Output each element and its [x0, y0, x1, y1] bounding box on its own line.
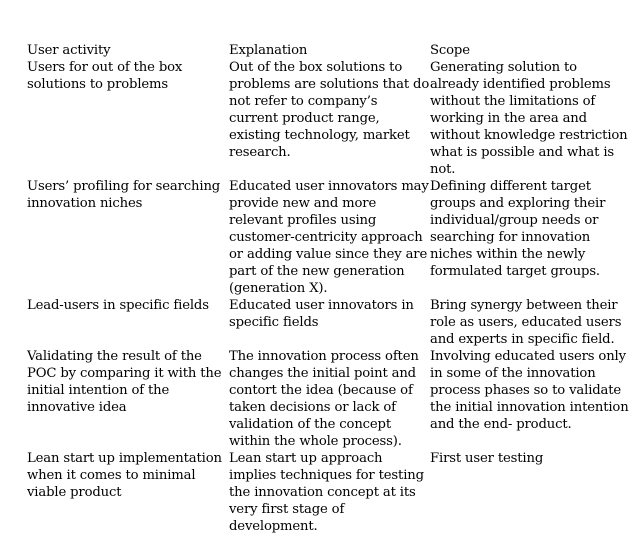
cell-user-activity: Lead-users in specific fields: [27, 298, 209, 313]
cell-explanation: Out of the box solutions to problems are solutions that do not refer to company’s current product range, existing technology, market research.: [229, 60, 430, 160]
cell-scope: Generating solution to already identified problems without the limitations of working in the area and without knowledge restriction what is possible and what is not.: [430, 60, 628, 177]
cell-scope: Involving educated users only in some of the innovation process phases so to validate the initial innovation intention and the end- product.: [430, 349, 629, 432]
cell-explanation: Educated user innovators may provide new and more relevant profiles using customer-centricity approach or adding value since they are part of the new generation (generation X).: [229, 179, 429, 296]
cell-explanation: Lean start up approach implies techniques for testing the innovation concept at its very first stage of development.: [229, 451, 424, 534]
user-activity-table: [27, 42, 629, 535]
header-user-activity: User activity: [27, 43, 111, 58]
header-explanation: Explanation: [229, 43, 308, 58]
cell-user-activity: Users for out of the box solutions to problems: [27, 60, 183, 92]
table-row: [27, 178, 629, 297]
cell-explanation: Educated user innovators in specific fields: [229, 298, 414, 330]
cell-explanation: The innovation process often changes the initial point and contort the idea (because of taken decisions or lack of validation of the concept within the whole process).: [229, 349, 419, 449]
cell-user-activity: Users’ profiling for searching innovation niches: [27, 179, 221, 211]
table-header-row: [27, 42, 629, 59]
cell-scope: First user testing: [430, 451, 544, 466]
cell-user-activity: Validating the result of the POC by comparing it with the initial intention of the innovative idea: [27, 349, 222, 415]
table-row: [27, 59, 629, 178]
table-row: [27, 297, 629, 348]
cell-user-activity: Lean start up implementation when it comes to minimal viable product: [27, 451, 222, 500]
cell-scope: Bring synergy between their role as users, educated users and experts in specific field.: [430, 298, 622, 347]
cell-scope: Defining different target groups and exploring their individual/group needs or searching for innovation niches within the newly formulated target groups.: [430, 179, 606, 279]
table-row: [27, 450, 629, 535]
table-row: [27, 348, 629, 450]
header-scope: Scope: [430, 43, 470, 58]
